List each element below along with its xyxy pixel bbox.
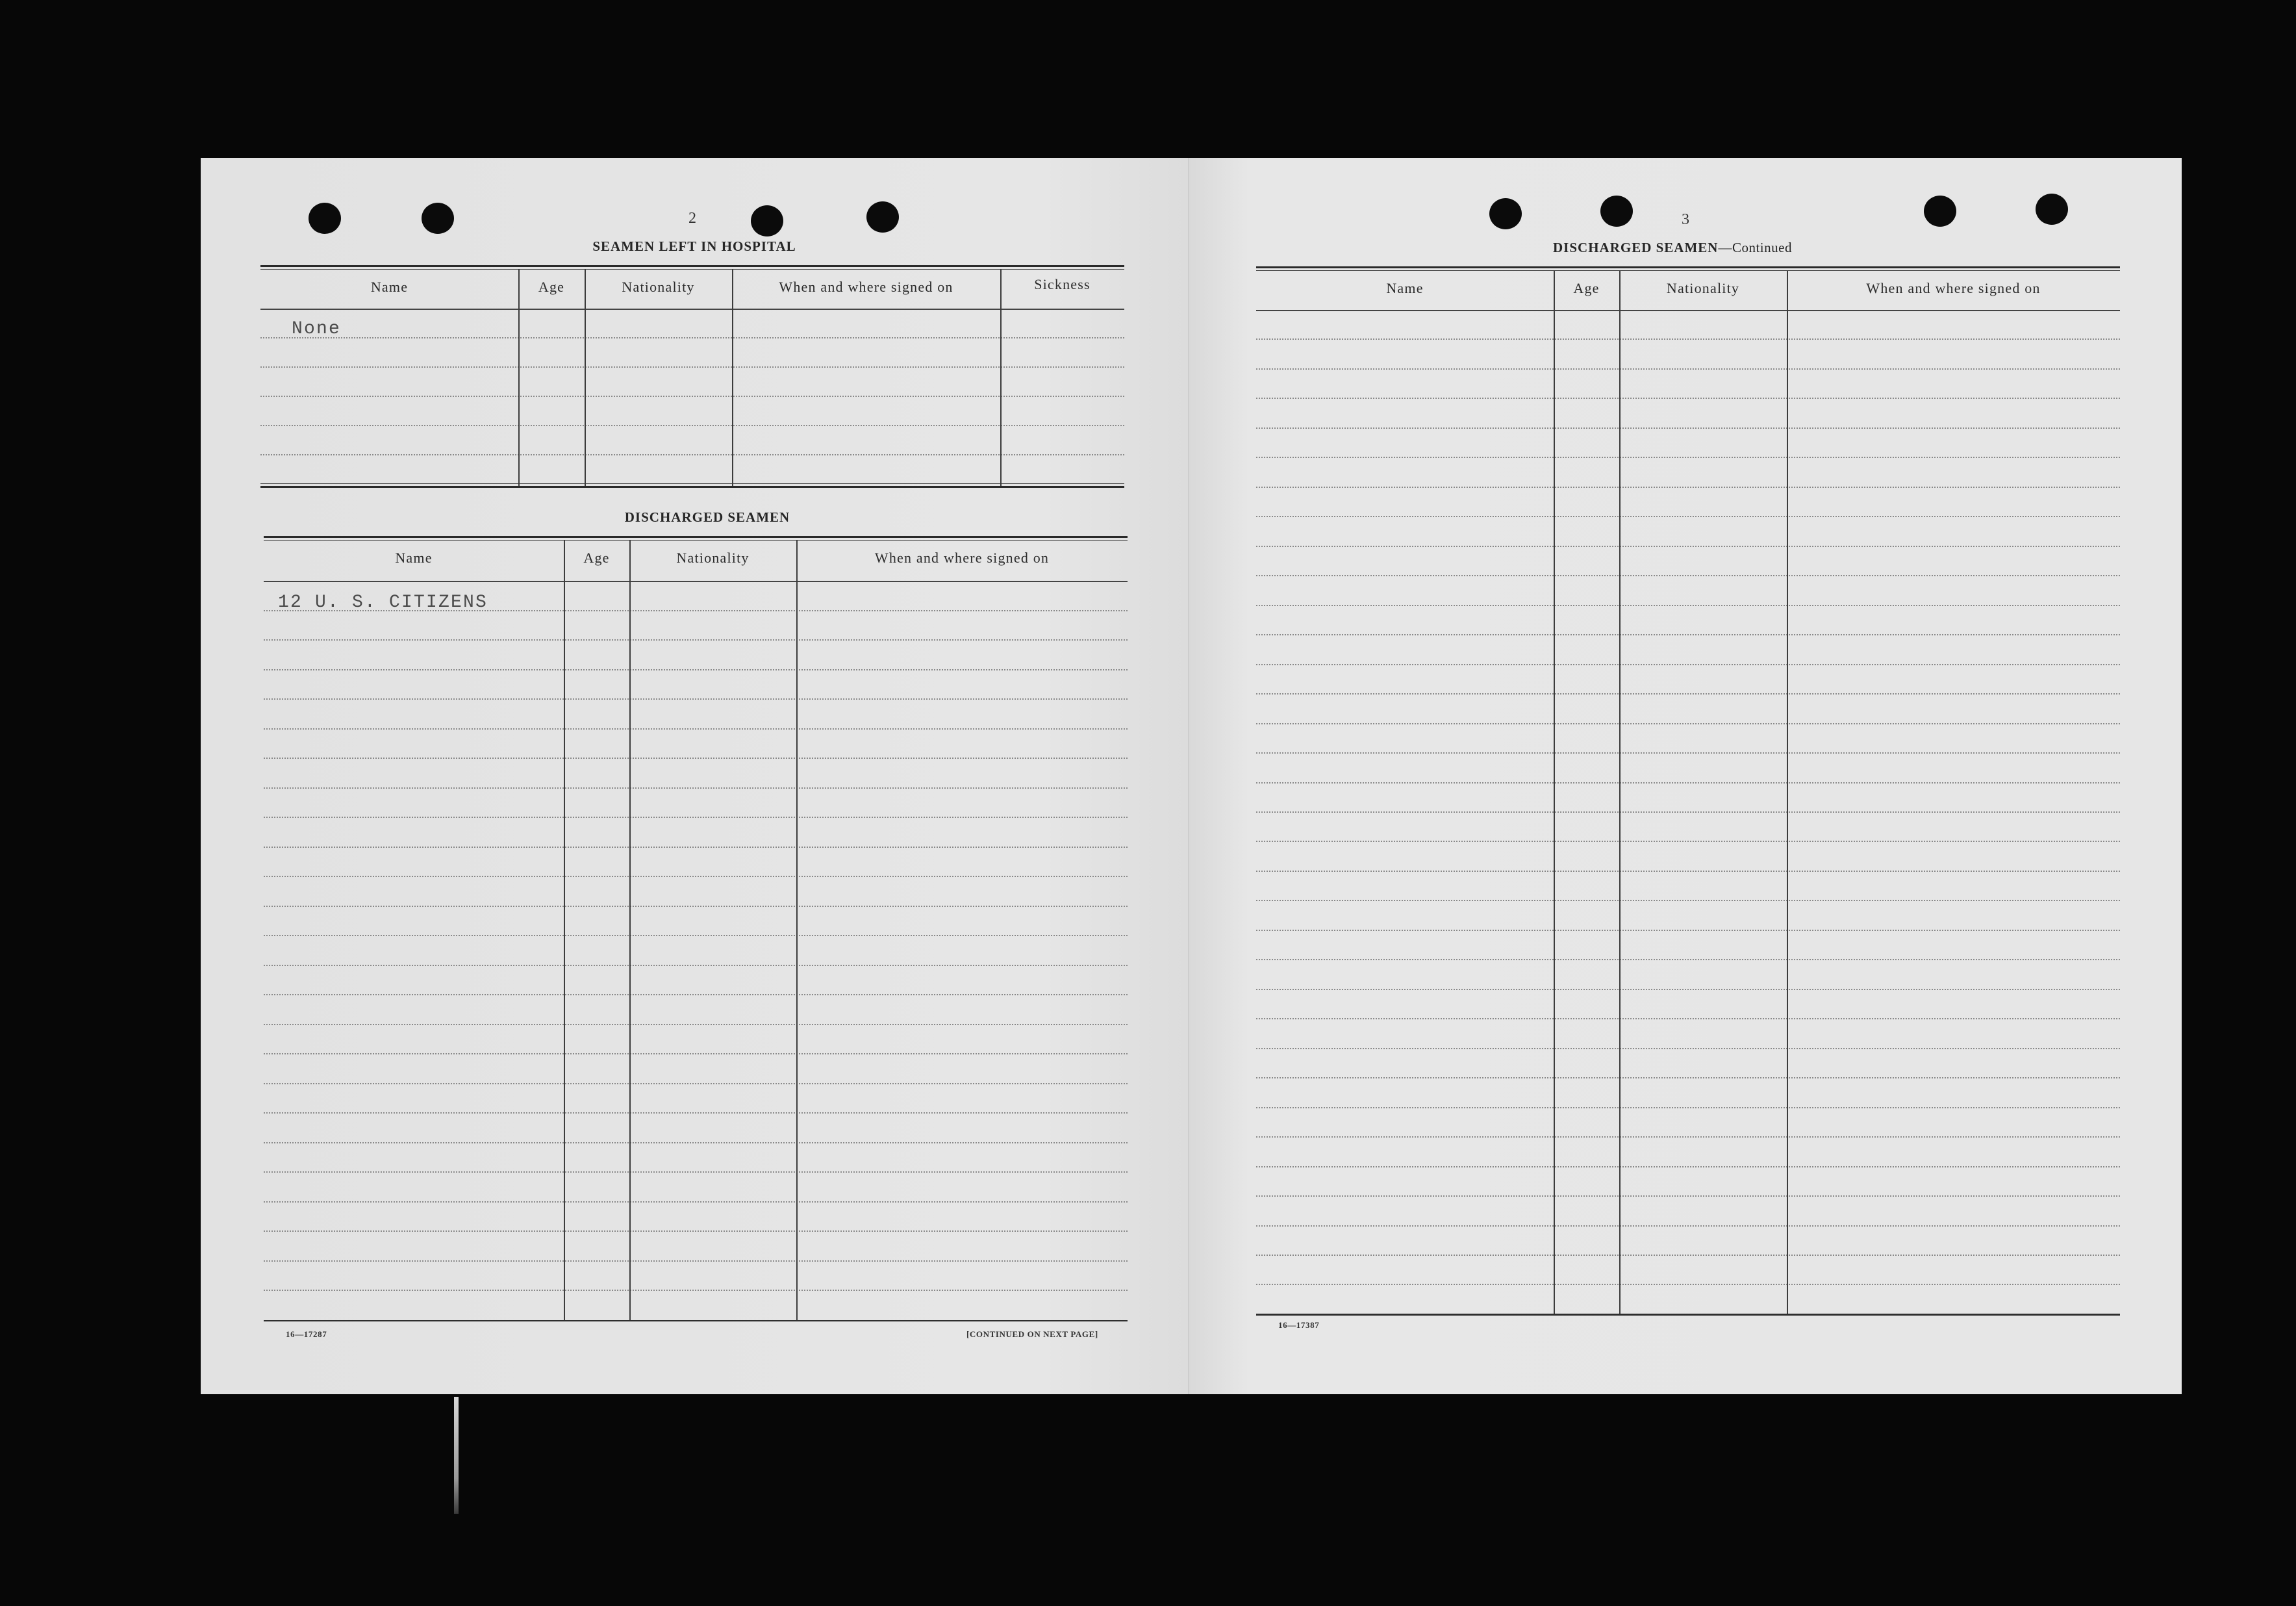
table-row — [1256, 1078, 2120, 1108]
table-row — [1256, 1049, 2120, 1078]
table-bottom-rule — [264, 1320, 1128, 1321]
table-row — [1256, 1167, 2120, 1197]
table-rows — [1256, 311, 2120, 1314]
table-row — [264, 966, 1128, 996]
punch-hole — [422, 203, 454, 234]
table-row — [1256, 784, 2120, 813]
column-divider — [1619, 271, 1621, 1316]
punch-hole — [1924, 196, 1956, 227]
table-row — [1256, 901, 2120, 930]
punch-hole — [1600, 196, 1633, 227]
table-row — [1256, 754, 2120, 783]
table-row — [1256, 1227, 2120, 1256]
column-header-age: Age — [538, 279, 565, 295]
column-divider — [518, 270, 520, 488]
table-row — [1256, 370, 2120, 399]
table-row — [264, 700, 1128, 730]
table-row — [264, 907, 1128, 937]
table-row — [260, 368, 1124, 397]
form-number: 16—17387 — [1278, 1320, 1320, 1330]
table-rows — [264, 581, 1128, 1319]
table-row — [264, 936, 1128, 966]
table-row — [1256, 872, 2120, 901]
table-row — [264, 789, 1128, 819]
table-row — [260, 338, 1124, 368]
table-row — [264, 1084, 1128, 1114]
table-row — [264, 1173, 1128, 1203]
section-title-discharged-continued — [1413, 238, 1932, 257]
table-row — [1256, 1285, 2120, 1313]
table-row — [264, 670, 1128, 700]
table-row — [264, 848, 1128, 878]
punch-hole — [1489, 198, 1522, 229]
typed-entry: 12 U. S. CITIZENS — [278, 593, 488, 613]
column-header-age: Age — [583, 550, 610, 566]
column-header-age: Age — [1573, 280, 1600, 296]
table-row — [1256, 576, 2120, 605]
column-header-sickness: Sickness — [1034, 276, 1091, 292]
table-row — [1256, 813, 2120, 842]
column-divider — [732, 270, 733, 488]
table-row — [1256, 488, 2120, 517]
table-top-rule — [1256, 266, 2120, 271]
column-divider — [564, 541, 565, 1321]
table-row — [264, 818, 1128, 848]
column-header-nationality: Nationality — [676, 550, 750, 566]
table-row — [1256, 665, 2120, 695]
table-row — [1256, 429, 2120, 458]
table-bottom-rule — [1256, 1314, 2120, 1316]
column-header-name: Name — [395, 550, 433, 566]
table-row — [264, 1232, 1128, 1262]
table-row — [264, 995, 1128, 1025]
column-header-name: Name — [1386, 280, 1424, 296]
table-row — [1256, 1256, 2120, 1285]
table-row — [1256, 990, 2120, 1019]
table-row — [1256, 1108, 2120, 1138]
column-header-name: Name — [370, 279, 409, 295]
table-bottom-rule — [260, 483, 1124, 488]
table-row — [264, 1203, 1128, 1232]
table-row — [1256, 399, 2120, 428]
section-title-discharged: DISCHARGED SEAMEN — [624, 509, 790, 525]
column-divider — [1554, 271, 1555, 1316]
section-title-main: DISCHARGED SEAMEN — [1553, 240, 1719, 255]
table-row — [1256, 931, 2120, 960]
section-title-suffix: —Continued — [1718, 240, 1792, 255]
table-row — [1256, 960, 2120, 989]
table-row — [1256, 311, 2120, 340]
table-row — [1256, 340, 2120, 369]
table-row — [1256, 1138, 2120, 1167]
discharged-continued-table — [1256, 266, 2120, 1316]
punch-hole — [309, 203, 341, 234]
table-row — [1256, 695, 2120, 724]
table-row — [1256, 547, 2120, 576]
table-row — [260, 455, 1124, 483]
table-row — [1256, 606, 2120, 635]
column-divider — [1000, 270, 1002, 488]
table-row — [264, 1054, 1128, 1084]
table-row — [264, 1114, 1128, 1143]
table-row — [264, 759, 1128, 789]
column-header-nationality: Nationality — [622, 279, 695, 295]
table-top-rule — [264, 536, 1128, 541]
punch-hole — [866, 201, 899, 233]
column-divider — [629, 541, 631, 1321]
column-header-signed-on: When and where signed on — [874, 550, 1050, 566]
punch-hole — [751, 205, 783, 236]
table-row — [260, 397, 1124, 426]
table-row — [1256, 724, 2120, 754]
table-row — [1256, 517, 2120, 546]
table-row — [1256, 458, 2120, 487]
table-row — [260, 309, 1124, 338]
table-row — [1256, 842, 2120, 871]
table-row — [264, 611, 1128, 641]
column-divider — [585, 270, 586, 488]
discharged-table — [264, 536, 1128, 1321]
column-header-signed-on: When and where signed on — [779, 279, 953, 295]
table-rows — [260, 309, 1124, 483]
table-row — [264, 1143, 1128, 1173]
table-row — [1256, 1197, 2120, 1226]
left-page — [201, 158, 1189, 1394]
column-header-nationality: Nationality — [1666, 280, 1740, 296]
column-header-signed-on: When and where signed on — [1866, 280, 2041, 296]
binding-strip — [454, 1397, 459, 1514]
punch-hole — [2036, 194, 2068, 225]
table-row — [264, 1262, 1128, 1292]
table-row — [264, 877, 1128, 907]
typed-entry: None — [292, 319, 342, 339]
table-row — [264, 1291, 1128, 1319]
column-divider — [1787, 271, 1788, 1316]
table-row — [264, 641, 1128, 670]
hospital-table — [260, 265, 1124, 488]
page-number: 2 — [688, 210, 696, 227]
section-title-hospital: SEAMEN LEFT IN HOSPITAL — [592, 238, 796, 254]
table-row — [1256, 1019, 2120, 1049]
table-top-rule — [260, 265, 1124, 270]
table-row — [260, 426, 1124, 455]
form-number: 16—17287 — [286, 1329, 327, 1339]
right-page — [1189, 158, 2182, 1394]
table-row — [1256, 635, 2120, 665]
table-row — [264, 730, 1128, 759]
column-divider — [796, 541, 798, 1321]
table-row — [264, 1025, 1128, 1055]
continued-note: [CONTINUED ON NEXT PAGE] — [966, 1329, 1098, 1339]
page-number: 3 — [1682, 211, 1689, 228]
